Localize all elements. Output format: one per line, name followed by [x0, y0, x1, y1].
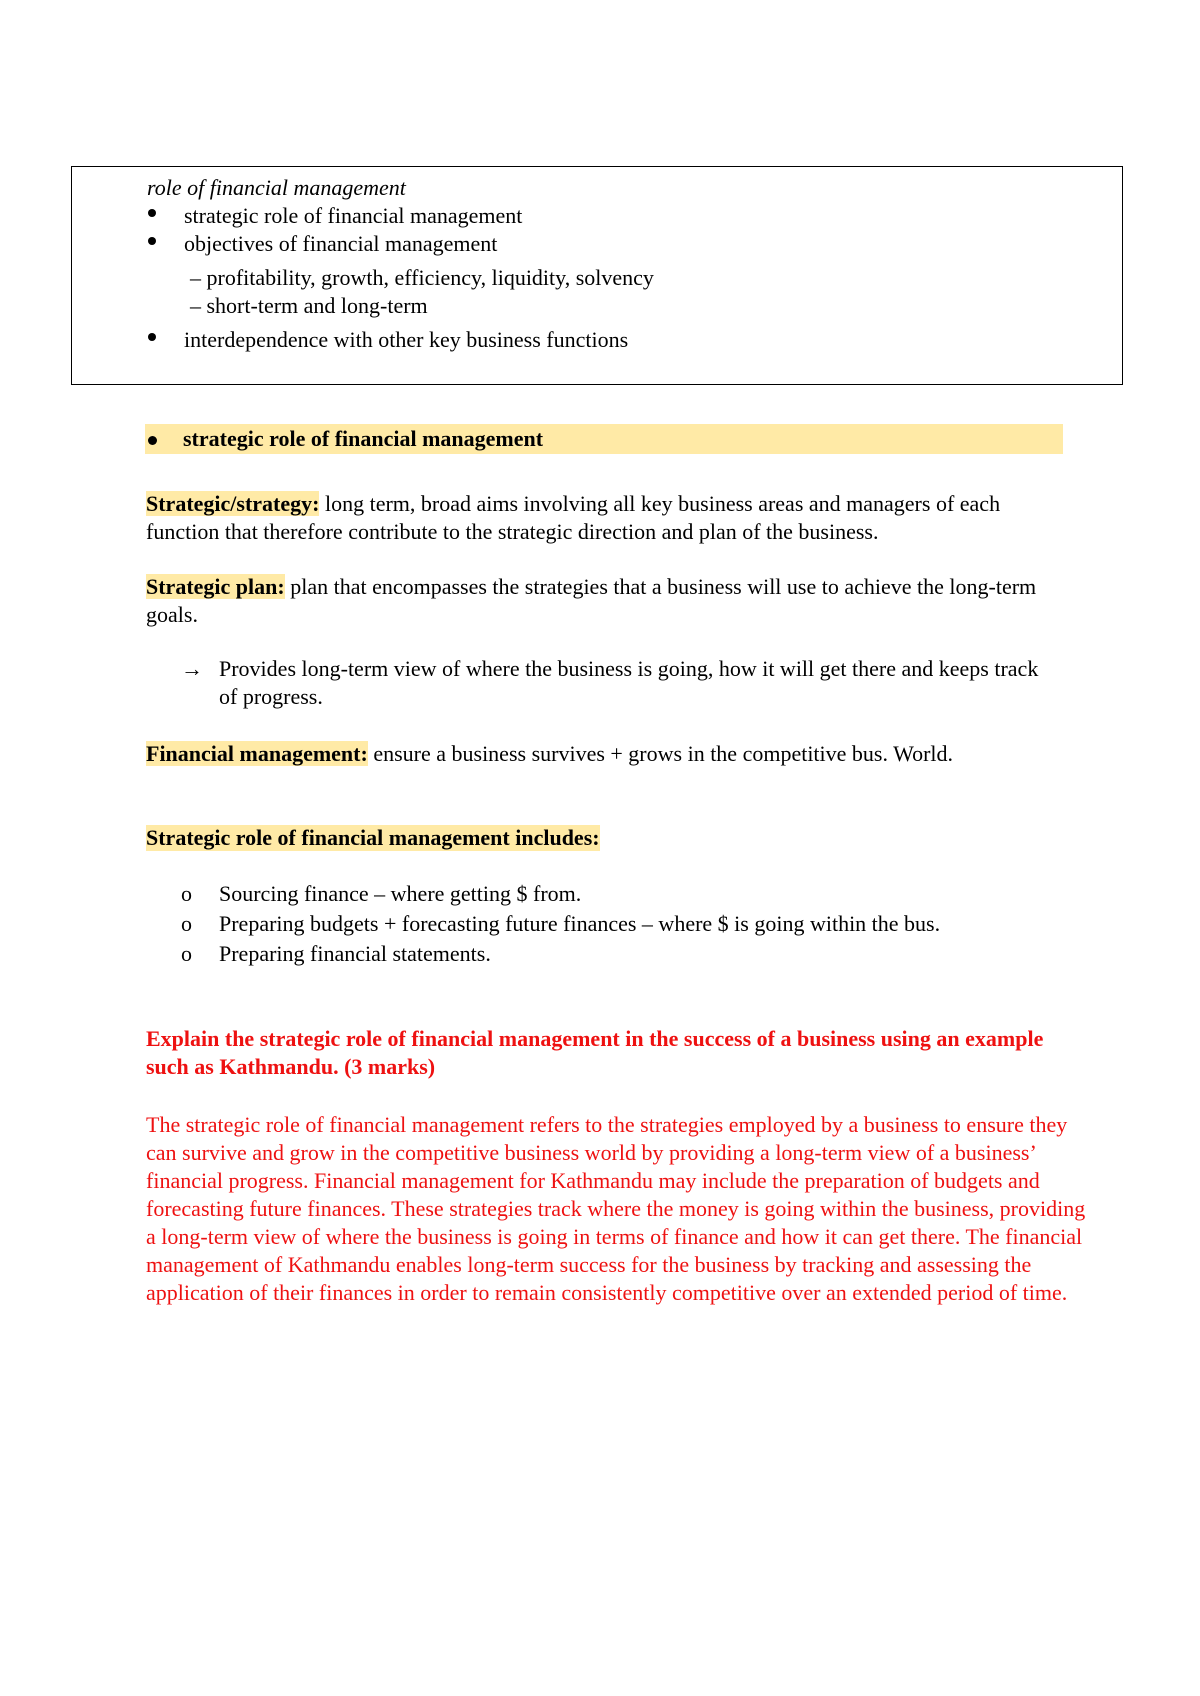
syllabus-item: strategic role of financial management — [184, 203, 523, 228]
arrow-right-icon: → — [181, 656, 203, 681]
definition-text: ensure a business survives + grows in the competitive bus. World. — [367, 741, 954, 766]
includes-heading: Strategic role of financial management includes: — [146, 825, 600, 850]
arrow-note-text: Provides long-term view of where the business is going, how it will get there and keeps track of progress. — [219, 656, 1039, 709]
syllabus-item: interdependence with other key business functions — [184, 327, 629, 352]
circle-bullet-icon: o — [181, 941, 192, 966]
exam-question: Explain the strategic role of financial management in the success of a business using an example such as Kathmandu. (3 marks) — [146, 1026, 1044, 1079]
bullet-icon — [148, 436, 157, 445]
definition-financial-management — [146, 740, 1076, 768]
definition-term: Strategic/strategy: — [146, 491, 320, 516]
syllabus-box — [71, 166, 1123, 385]
list-item-text: Sourcing finance – where getting $ from. — [219, 881, 582, 906]
definition-strategy — [146, 490, 1076, 546]
definition-text: plan that encompasses the strategies that a business will use to achieve the long-term goals. — [146, 574, 1037, 627]
syllabus-subitem: – profitability, growth, efficiency, liquidity, solvency — [190, 265, 654, 290]
definition-term: Financial management: — [146, 741, 368, 766]
syllabus-item: objectives of financial management — [184, 231, 498, 256]
syllabus-subitem: – short-term and long-term — [190, 293, 428, 318]
section-heading: strategic role of financial management — [183, 426, 544, 451]
bullet-icon — [148, 209, 156, 217]
circle-bullet-icon: o — [181, 881, 192, 906]
list-item-text: Preparing budgets + forecasting future finances – where $ is going within the bus. — [219, 911, 941, 936]
definition-term: Strategic plan: — [146, 574, 285, 599]
definition-strategic-plan — [146, 573, 1076, 629]
bullet-icon — [148, 237, 156, 245]
exam-answer: The strategic role of financial management refers to the strategies employed by a business to ensure they can survive and grow in the competitive business world by providing a long-term view of a business’ financial progress. Financial management for Kathmandu may include the preparation of budgets and forecasting future finances. These strategies track where the money is going within the business, providing a long-term view of where the business is going in terms of finance and how it can get there. The financial management of Kathmandu enables long-term success for the business by tracking and assessing the application of their finances in order to remain consistently competitive over an extended period of time. — [146, 1112, 1086, 1305]
definition-text: long term, broad aims involving all key business areas and managers of each function that therefore contribute to the strategic direction and plan of the business. — [146, 491, 1001, 544]
bullet-icon — [148, 333, 156, 341]
list-item-text: Preparing financial statements. — [219, 941, 491, 966]
syllabus-title: role of financial management — [147, 175, 406, 200]
circle-bullet-icon: o — [181, 911, 192, 936]
